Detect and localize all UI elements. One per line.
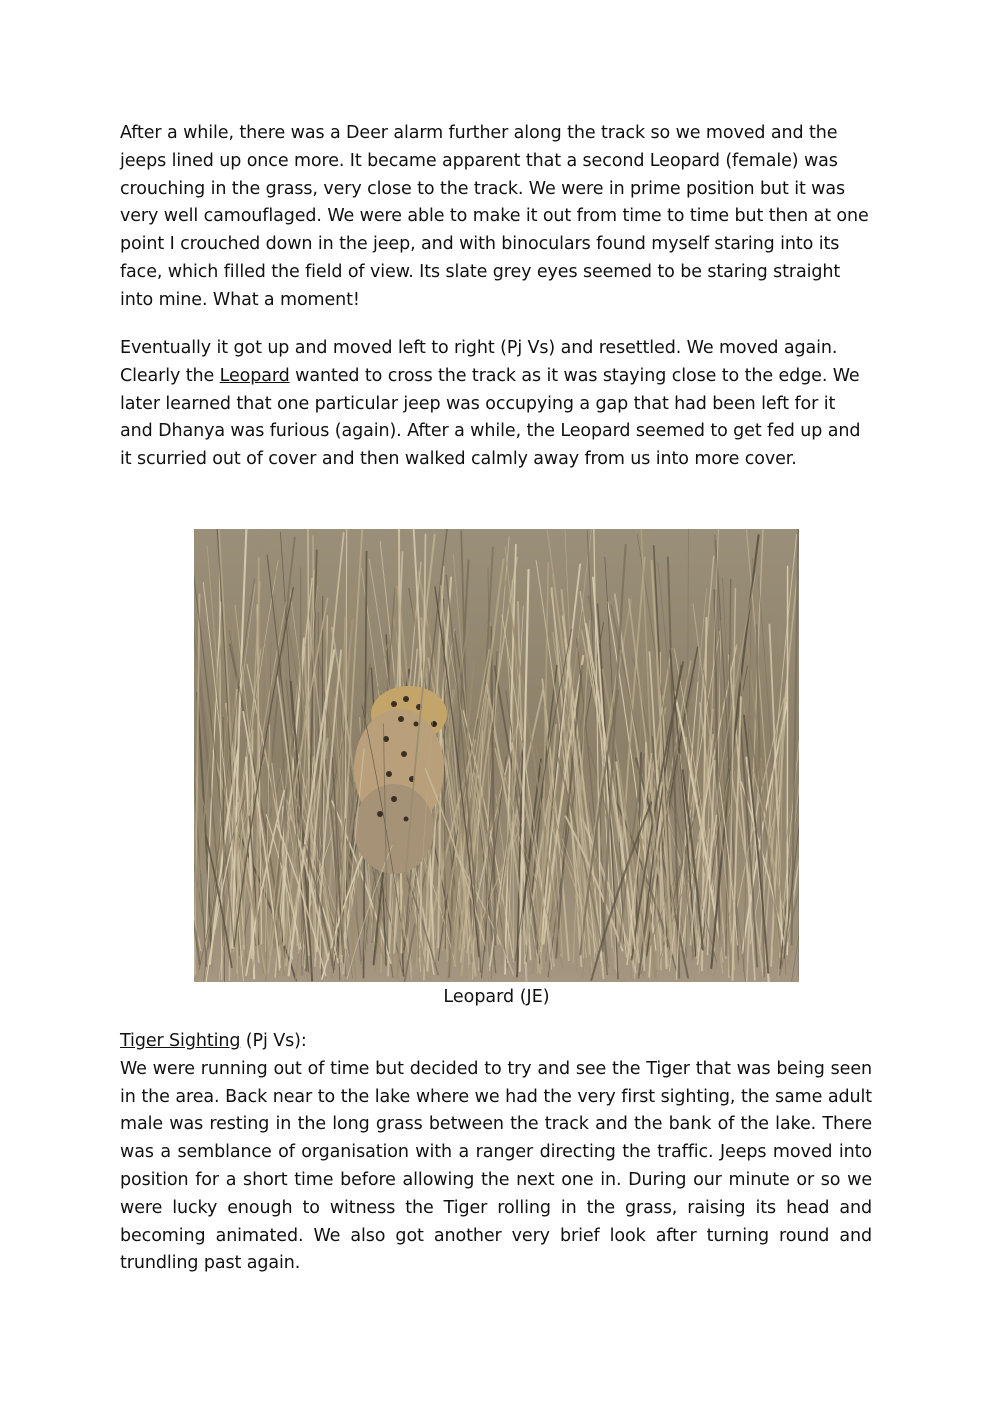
section-heading-suffix: (Pj Vs): xyxy=(240,1031,307,1051)
section-body: We were running out of time but decided to try and see the Tiger that was being seen in the area. Back near to the lake where we had the very first sighting, the same adult male was resting in the long grass between the track and the bank of the lake. There was a semblance of organisation with a ranger directing the traffic. Jeeps moved into position for a short time before allowing the next one in. During our minute or so we were lucky enough to witness the Tiger rolling in the grass, raising its head and becoming animated. We also got another very brief look after turning round and trundling past again. xyxy=(120,1058,872,1274)
leopard-photo xyxy=(194,529,799,982)
tiger-sighting-section xyxy=(120,1028,872,1278)
paragraph-text: wanted to cross the track as it was staying close to the edge. We later learned that one particular jeep was occupying a gap that had been left for it and Dhanya was furious (again). After a while, the Leopard seemed to get fed up and it scurried out of cover and then walked calmly away from us into more cover. xyxy=(120,365,861,470)
paragraph-leopard-moves xyxy=(120,335,872,474)
photo-caption: Leopard (JE) xyxy=(443,987,550,1007)
paragraph-deer-alarm: After a while, there was a Deer alarm further along the track so we moved and the jeeps lined up once more. It became apparent that a second Leopard (female) was crouching in the grass, very close to the track. We were in prime position but it was very well camouflaged. We were able to make it out from time to time but then at one point I crouched down in the jeep, and with binoculars found myself staring into its face, which filled the field of view. Its slate grey eyes seemed to be staring straight into mine. What a moment! xyxy=(120,123,869,310)
section-heading: Tiger Sighting xyxy=(120,1031,241,1051)
leopard-underlined-word: Leopard xyxy=(219,365,290,386)
paragraph-text: Eventually it got up and moved left to right (Pj Vs) and resettled. We moved again. Clearly the xyxy=(120,338,838,386)
